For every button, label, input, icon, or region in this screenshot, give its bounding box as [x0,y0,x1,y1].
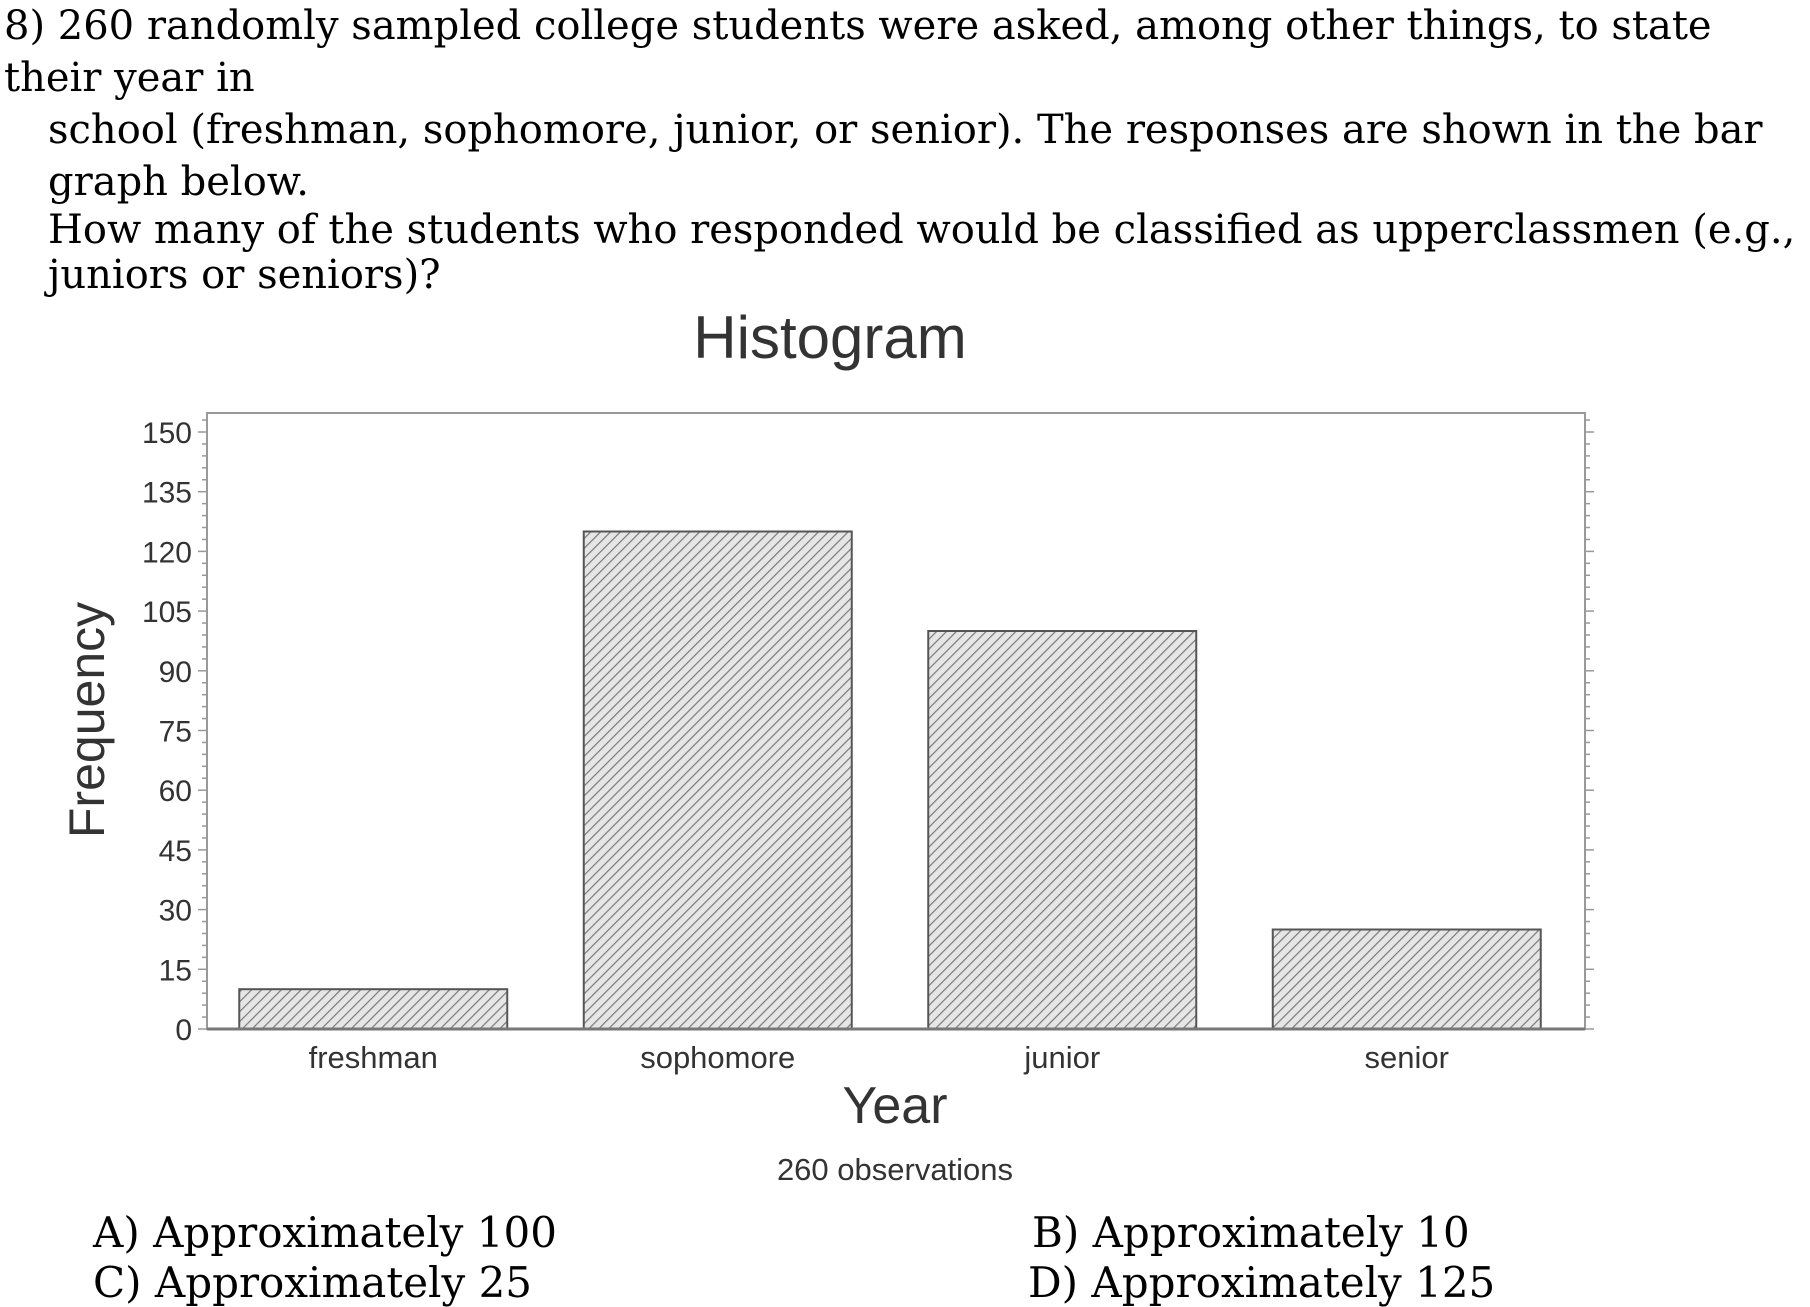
x-tick-label-junior: junior [1024,1040,1101,1075]
bar-junior [928,631,1196,1029]
y-tick-label: 135 [141,476,192,510]
x-tick-label-freshman: freshman [308,1040,438,1075]
bars-group [207,532,1585,1030]
answer-choices [0,1200,1810,1307]
y-tick-label: 45 [158,834,192,868]
bar-sophomore [584,532,852,1030]
x-axis-label: Year [842,1077,948,1135]
observations-note: 260 observations [776,1152,1014,1187]
answer-choice-b[interactable]: B) Approximately 10 [1032,1208,1470,1257]
y-tick-label: 150 [141,417,192,450]
question-text-line2: school (freshman, sophomore, junior, or senior). The responses are shown in the bar graph below. [48,107,1763,205]
bar-chart [0,310,1810,1210]
question-block [0,0,1800,298]
bar-senior [1273,930,1541,1030]
chart-title: Histogram [693,310,967,371]
bar-freshman [239,989,507,1029]
answer-choice-a[interactable]: A) Approximately 100 [93,1208,557,1257]
y-tick-label: 30 [158,894,192,928]
x-tick-label-sophomore: sophomore [640,1040,796,1075]
question-text-line1: 8) 260 randomly sampled college students were asked, among other things, to state their year in [4,3,1712,101]
answer-choice-d[interactable]: D) Approximately 125 [1028,1258,1496,1307]
y-axis-label: Frequency [59,601,115,839]
question-text-line3: How many of the students who responded would be classified as upperclassmen (e.g., juniors or seniors)? [48,207,1796,298]
y-tick-label: 75 [158,715,192,749]
y-tick-label: 105 [141,596,192,630]
y-tick-label: 90 [158,655,192,689]
y-tick-label: 15 [158,954,192,988]
x-axis-tick-labels [309,1040,1449,1075]
y-tick-label: 60 [158,775,192,809]
y-tick-label: 0 [175,1014,192,1047]
x-tick-label-senior: senior [1364,1040,1449,1075]
y-tick-label: 120 [141,536,192,570]
answer-choice-c[interactable]: C) Approximately 25 [93,1258,533,1307]
